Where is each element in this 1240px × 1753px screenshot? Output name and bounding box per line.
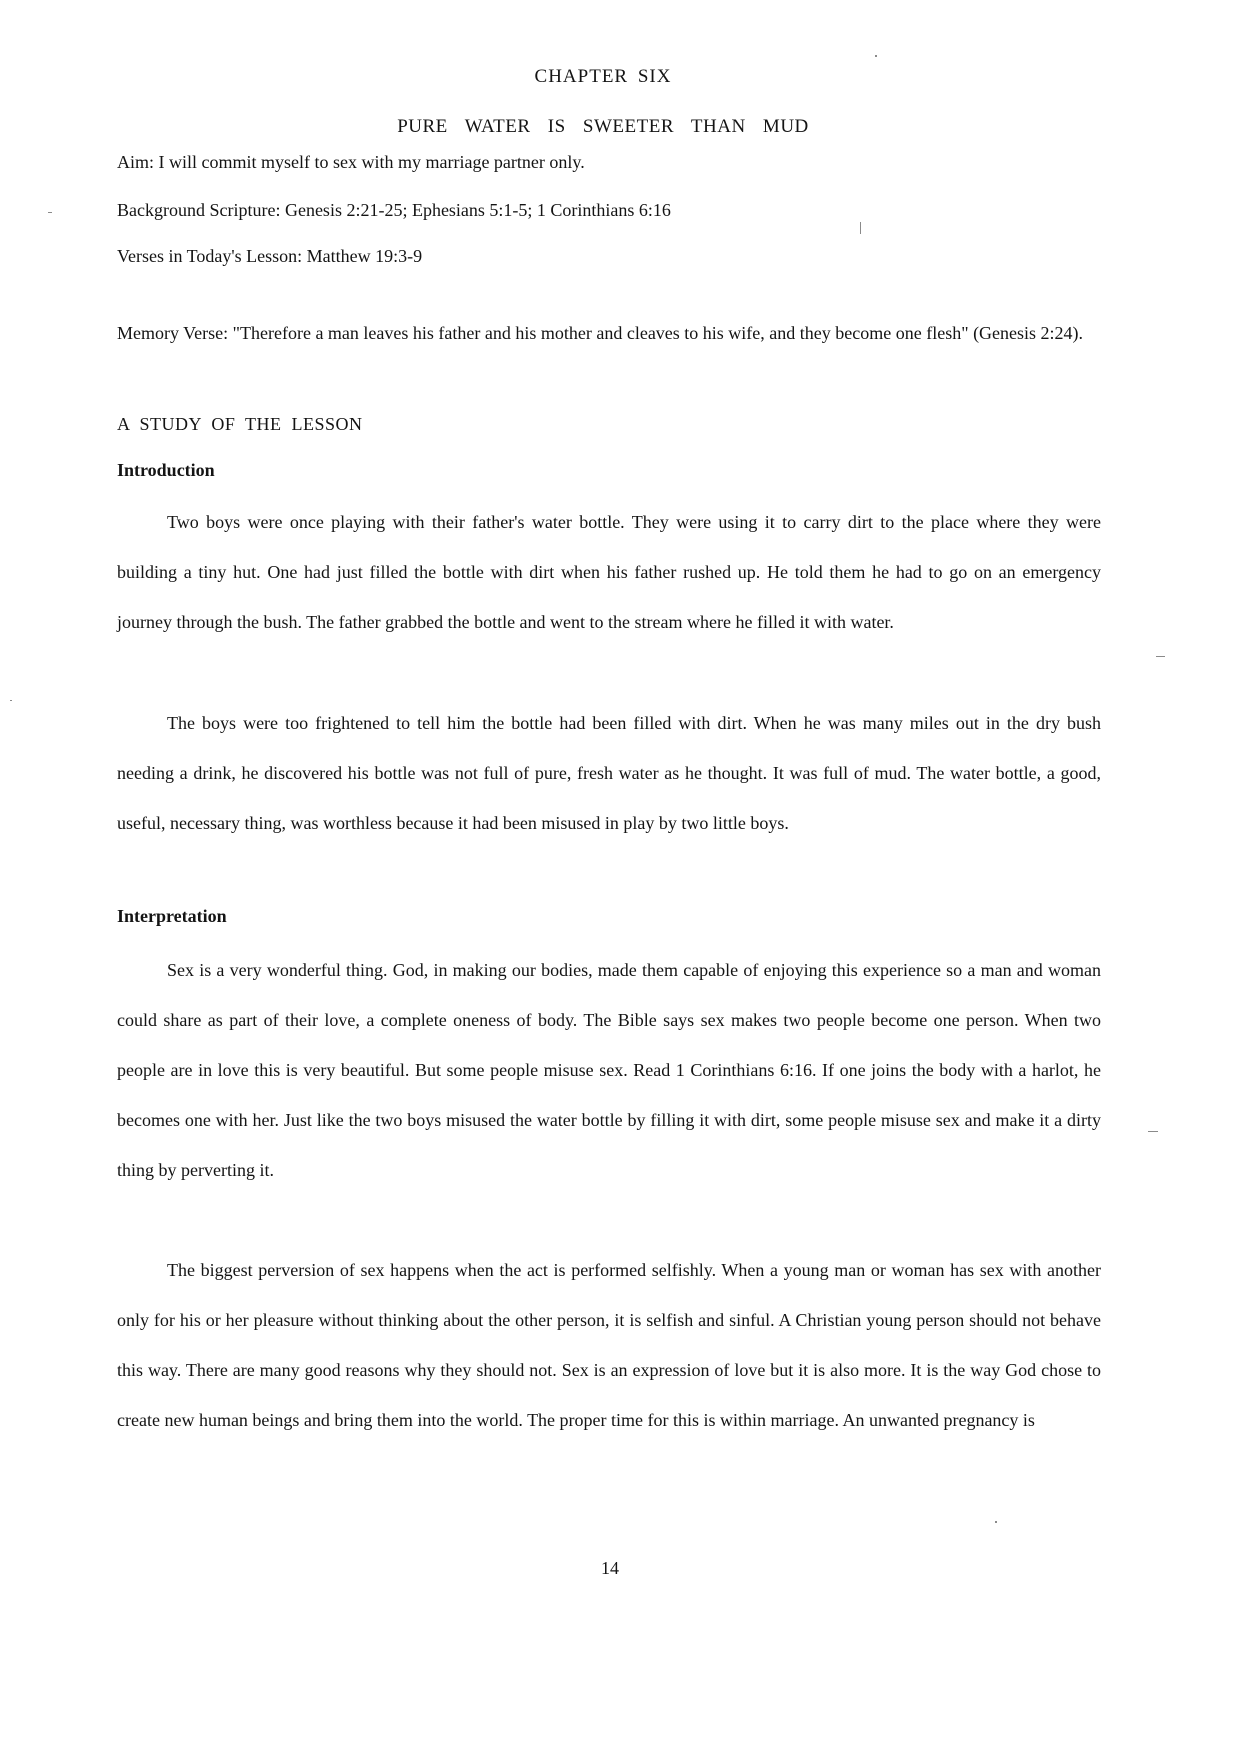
scan-speck [1156,656,1165,657]
introduction-heading: Introduction [117,460,215,480]
interpretation-paragraph-2: The biggest perversion of sex happens when the act is performed selfishly. When a young man or woman has sex with another only for his or her pleasure without thinking about the other person, it is selfish and sinful. A Christian young person should not behave this way. There are many good reasons why they should not. Sex is an expression of love but it is also more. It is the way God chose to create new human beings and bring them into the world. The proper time for this is within marriage. An unwanted pregnancy is [117,1260,1101,1430]
introduction-paragraph-2: The boys were too frightened to tell him the bottle had been filled with dirt. When he was many miles out in the dry bush needing a drink, he discovered his bottle was not full of pure, fresh water as he thought. It was full of mud. The water bottle, a good, useful, necessary thing, was worthless because it had been misused in play by two little boys. [117,713,1101,833]
scan-speck [995,1521,997,1523]
interpretation-heading: Interpretation [117,906,227,926]
interpretation-paragraph-1: Sex is a very wonderful thing. God, in making our bodies, made them capable of enjoying this experience so a man and woman could share as part of their love, a complete oneness of body. The Bible says sex makes two people become one person. When two people are in love this is very beautiful. But some people misuse sex. Read 1 Corinthians 6:16. If one joins the body with a harlot, he becomes one with her. Just like the two boys misused the water bottle by filling it with dirt, some people misuse sex and make it a dirty thing by perverting it. [117,960,1101,1180]
scan-speck [860,222,861,234]
page-number: 14 [601,1558,619,1578]
scan-speck [10,700,12,701]
chapter-label: CHAPTER SIX [534,66,672,87]
lesson-title: PURE WATER IS SWEETER THAN MUD [397,116,809,137]
scan-speck [1148,1131,1158,1132]
verses-today-line: Verses in Today's Lesson: Matthew 19:3-9 [117,246,423,266]
background-scripture-line: Background Scripture: Genesis 2:21-25; Ephesians 5:1-5; 1 Corinthians 6:16 [117,200,671,220]
scan-speck [875,55,877,57]
aim-line: Aim: I will commit myself to sex with my marriage partner only. [117,152,585,172]
scan-speck [48,212,52,213]
memory-verse: Memory Verse: "Therefore a man leaves his father and his mother and cleaves to his wife, and they become one flesh" (Genesis 2:24). [117,323,1084,343]
study-heading: A STUDY OF THE LESSON [117,414,363,434]
introduction-paragraph-1: Two boys were once playing with their father's water bottle. They were using it to carry dirt to the place where they were building a tiny hut. One had just filled the bottle with dirt when his father rushed up. He told them he had to go on an emergency journey through the bush. The father grabbed the bottle and went to the stream where he filled it with water. [117,512,1101,632]
